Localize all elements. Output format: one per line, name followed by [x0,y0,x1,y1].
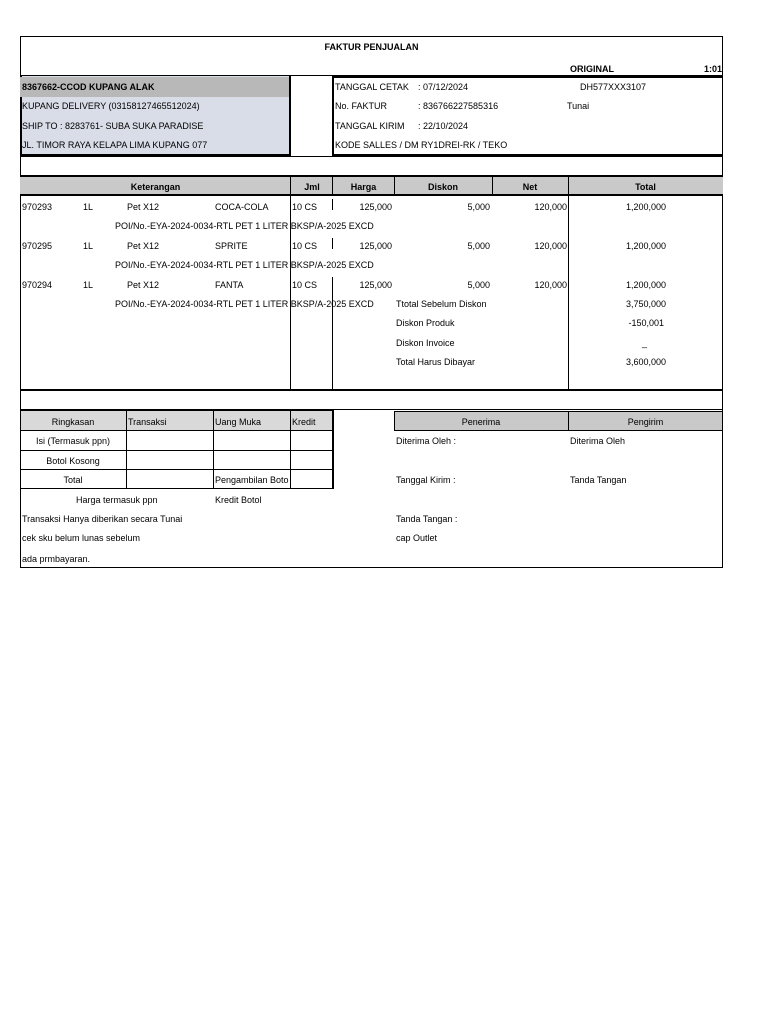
total-sebelum-diskon-value: 3,750,000 [625,299,666,309]
cap-outlet: cap Outlet [396,533,438,543]
hdr-div-5 [568,176,569,195]
hdr-div-2 [332,176,333,195]
item-pack: Pet X12 [127,280,160,290]
item-total: 1,200,000 [625,202,666,212]
penerima-header: Penerima [461,417,501,427]
items-bottom-border [20,389,723,391]
kode-salles-label: KODE SALLES / DM [335,140,419,150]
item-harga: 125,000 [359,280,392,290]
summary-col-transaksi: Transaksi [128,417,167,427]
diskon-produk-label: Diskon Produk [396,318,455,328]
item-total: 1,200,000 [625,241,666,251]
item-code: 970295 [22,241,53,251]
diterima-oleh-pengirim: Diterima Oleh [570,436,626,446]
item-size: 1L [83,202,94,212]
item-diskon: 5,000 [467,280,490,290]
total-harus-dibayar-label: Total Harus Dibayar [396,357,476,367]
item-pack: Pet X12 [127,241,160,251]
hdr-div-4 [492,176,493,195]
tanda-tangan-pengirim: Tanda Tangan [570,475,627,485]
summary-row-line [20,450,334,451]
item-harga: 125,000 [359,241,392,251]
invoice-title: FAKTUR PENJUALAN [324,42,419,52]
item-poi: POI/No.-EYA-2024-0034-RTL PET 1 LITER BKSP/A-2025 EXCD [115,299,374,309]
summary-row-line [20,430,334,431]
col-net: Net [522,182,538,192]
item-poi: POI/No.-EYA-2024-0034-RTL PET 1 LITER BKSP/A-2025 EXCD [115,260,374,270]
tanda-tangan-penerima: Tanda Tangan : [396,514,458,524]
item-size: 1L [83,280,94,290]
summary-col-line [213,411,214,489]
item-size: 1L [83,241,94,251]
item-poi: POI/No.-EYA-2024-0034-RTL PET 1 LITER BKSP/A-2025 EXCD [115,221,374,231]
col-total: Total [635,182,656,192]
customer-address: JL. TIMOR RAYA KELAPA LIMA KUPANG 077 [22,140,208,150]
item-total: 1,200,000 [625,280,666,290]
item-diskon: 5,000 [467,202,490,212]
diskon-invoice-value: _ [642,338,648,348]
diskon-produk-value: -150,001 [628,318,664,328]
col-jml: Jml [304,182,320,192]
pengirim-header: Pengirim [627,417,664,427]
item-harga: 125,000 [359,202,392,212]
item-net: 120,000 [534,202,567,212]
note-cek-sku: cek sku belum lunas sebelum [22,533,141,543]
tanggal-kirim-label: TANGGAL KIRIM [335,121,405,131]
item-product: SPRITE [215,241,248,251]
diterima-oleh-penerima: Diterima Oleh : [396,436,457,446]
col-harga: Harga [350,182,377,192]
page-label: 1:01 [703,64,722,74]
note-pembayaran: ada prmbayaran. [22,554,91,564]
item-product: COCA-COLA [215,202,269,212]
item-diskon: 5,000 [467,241,490,251]
tanggal-kirim-value: : 22/10/2024 [418,121,469,131]
note-tunai: Transaksi Hanya diberikan secara Tunai [22,514,183,524]
summary-col-kredit: Kredit [292,417,316,427]
copy-label: ORIGINAL [570,64,614,74]
summary-row-isi: Isi (Termasuk ppn) [35,436,111,446]
hdr-div-3 [394,176,395,195]
kredit-botol: Kredit Botol [215,495,262,505]
item-code: 970294 [22,280,53,290]
total-harus-dibayar-value: 3,600,000 [625,357,666,367]
summary-row-total: Total [63,475,83,485]
no-faktur-label: No. FAKTUR [335,101,388,111]
payment-type: Tunai [567,101,590,111]
tanggal-cetak-value: : 07/12/2024 [418,82,469,92]
diskon-invoice-label: Diskon Invoice [396,338,455,348]
summary-col-uang-muka: Uang Muka [215,417,262,427]
total-sebelum-diskon-label: Ttotal Sebelum Diskon [396,299,487,309]
customer-code-name: 8367662-CCOD KUPANG ALAK [22,82,155,92]
item-net: 120,000 [534,241,567,251]
customer-ship-to: SHIP TO : 8283761- SUBA SUKA PARADISE [22,121,204,131]
body-div-jml-right-3 [332,277,333,390]
summary-col-line [290,411,291,489]
harga-termasuk-ppn: Harga termasuk ppn [76,495,158,505]
tanggal-cetak-label: TANGGAL CETAK [335,82,409,92]
tanggal-kirim-sign: Tanggal Kirim : [396,475,456,485]
item-code: 970293 [22,202,53,212]
hdr-div-1 [290,176,291,195]
summary-row-line [20,469,334,470]
kode-salles-value: : RY1DREI-RK / TEKO [416,140,508,150]
item-product: FANTA [215,280,244,290]
item-qty: 10 CS [292,241,318,251]
item-qty: 10 CS [292,280,318,290]
meta-divider [20,156,723,157]
summary-col-line [126,411,127,489]
summary-row-botol-kosong: Botol Kosong [46,456,100,466]
doc-code: DH577XXX3107 [580,82,647,92]
item-net: 120,000 [534,280,567,290]
item-pack: Pet X12 [127,202,160,212]
item-qty: 10 CS [292,202,318,212]
col-diskon: Diskon [427,182,458,192]
summary-col-ringkasan: Ringkasan [51,417,95,427]
col-keterangan: Keterangan [130,182,181,192]
customer-delivery: KUPANG DELIVERY (03158127465512024) [22,101,200,111]
pengambilan-botol: Pengambilan Boto [215,475,289,485]
no-faktur-value: : 836766227585316 [418,101,499,111]
